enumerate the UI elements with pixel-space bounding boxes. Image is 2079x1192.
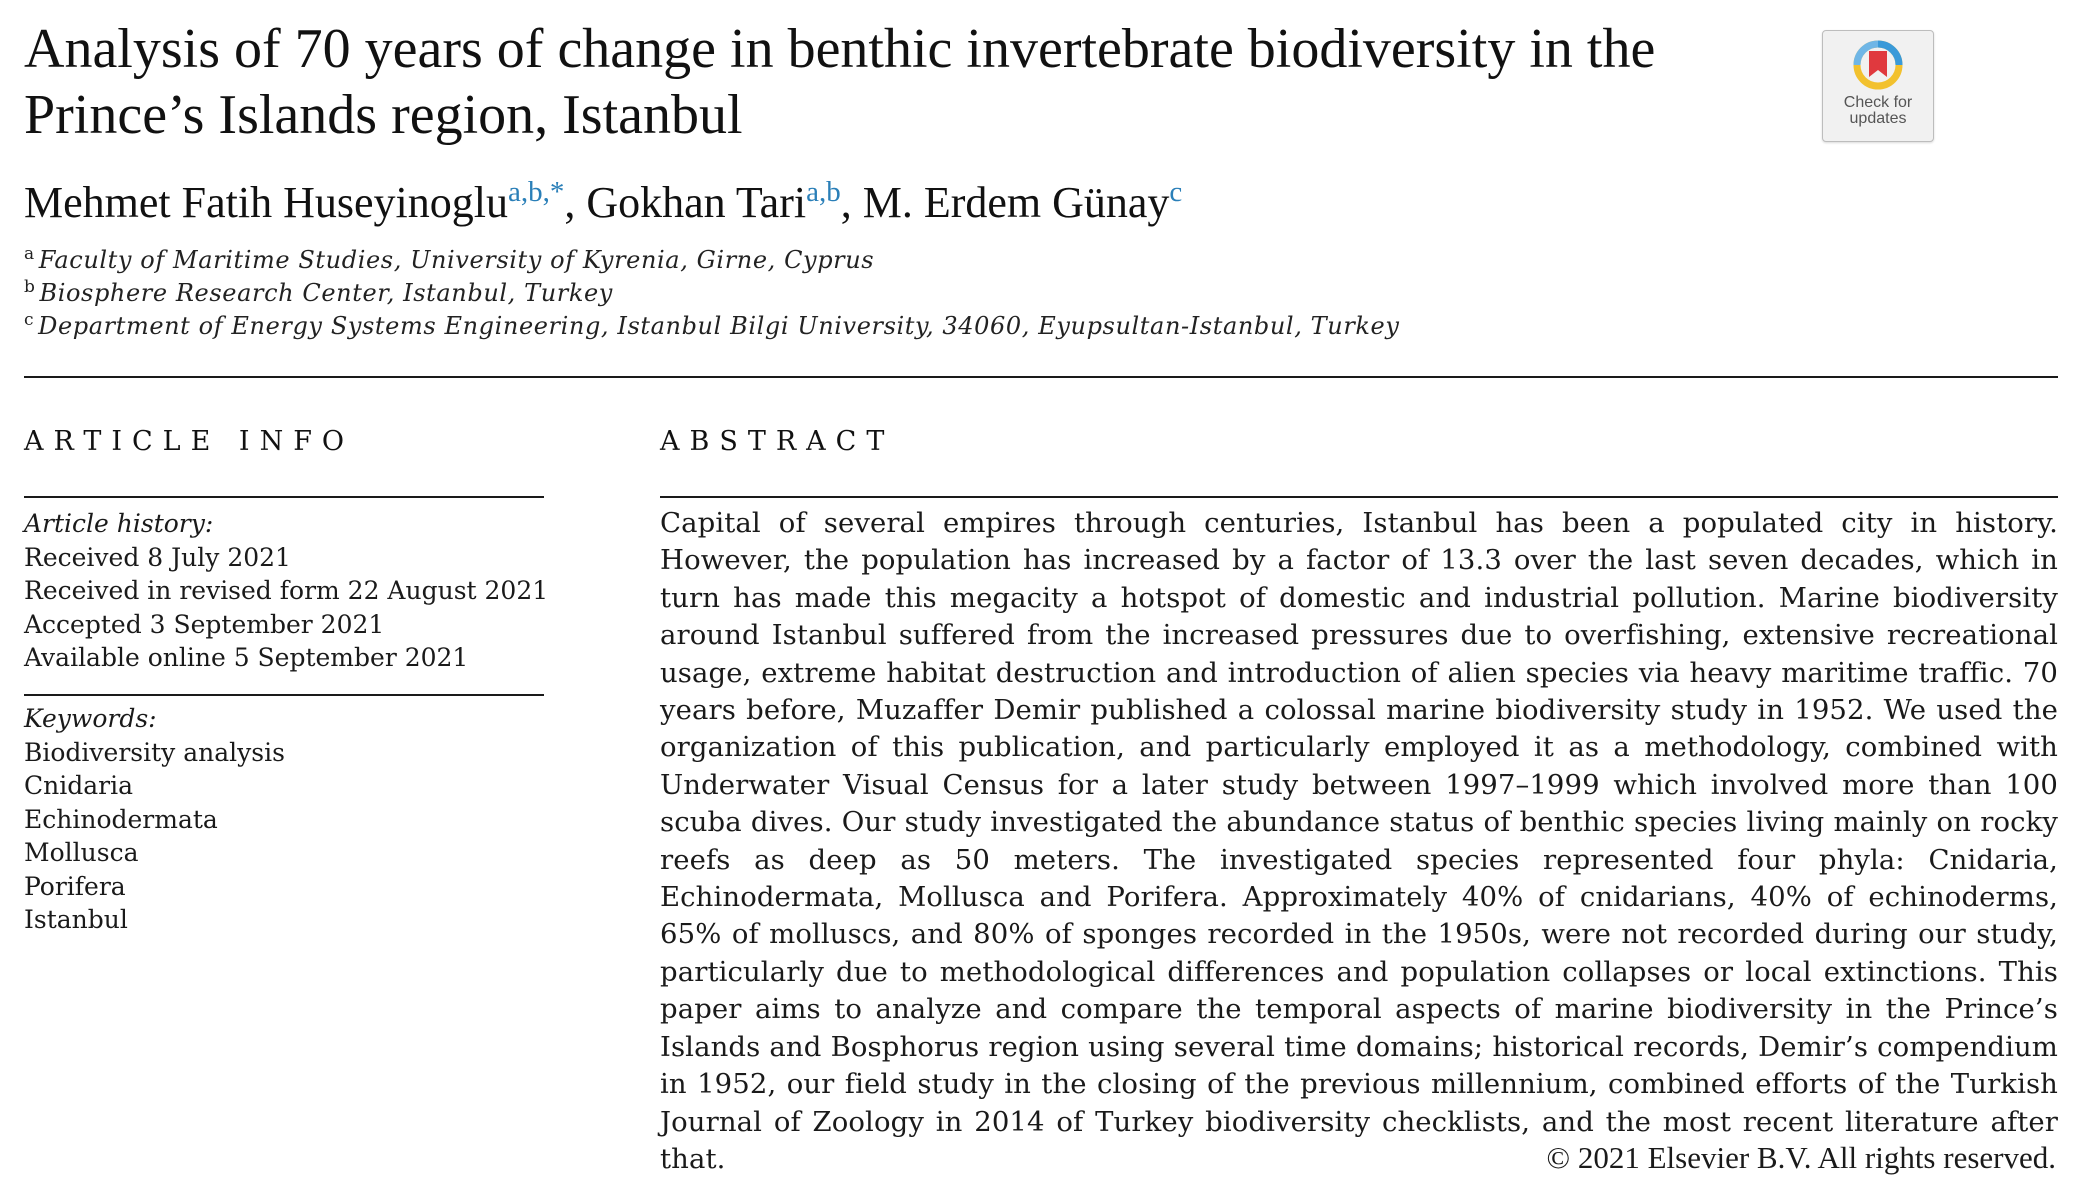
keyword-item[interactable]: Istanbul [24,905,128,934]
abstract-text: Capital of several empires through centuries, Istanbul has been a populated city in history. However, the population has increased by a factor of 13.3 over the last seven decades, which in turn has made this megacity a hotspot of domestic and industrial pollution. Marine biodiversity around Istanbul suffered from the increased pressures due to overfishing, extensive recreational usage, extreme habitat destruction and introduction of alien species via heavy maritime traffic. 70 years before, Muzaffer Demir published a colossal marine biodiversity study in 1952. We used the organization of this publication, and particularly employed it as a methodology, combined with Underwater Visual Census for a later study between 1997–1999 which involved more than 100 scuba dives. Our study investigated the abundance status of benthic species living mainly on rocky reefs as deep as 50 meters. The investigated species represented four phyla: Cnidaria, Echinodermata, Mollusca and Porifera. Approximately 40% of cnidarians, 40% of echinoderms, 65% of molluscs, and 80% of sponges recorded in the 1950s, were not recorded during our study, particularly due to methodological differences and population collapses or local extinctions. This paper aims to analyze and compare the temporal aspects of marine biodiversity in the Prince’s Islands and Bosphorus region using several time domains; historical records, Demir’s compendium in 1952, our field study in the closing of the previous millennium, combined efforts of the Turkish Journal of Zoology in 2014 of Turkey biodiversity checklists, and the most recent literature after that. [660,507,2058,1175]
article-history [24,507,548,675]
affiliation-item: $^b$ Biosphere Research Center, Istanbul, Turkey [24,277,613,307]
history-item: Received 8 July 2021 [24,542,291,572]
history-item: Available online 5 September 2021 [24,643,469,672]
check-for-updates-badge[interactable] [1822,30,1934,142]
author-affiliation-link[interactable]: c [1169,176,1183,208]
article-title: Analysis of 70 years of change in benthic invertebrate biodiversity in the Prince’s Islands region, Istanbul [24,18,1656,146]
article-info-heading: ARTICLE INFO [24,426,355,457]
author-list: Mehmet Fatih Huseyinoglu$^{a,b,*}$, Gokhan Tari$^{a,b}$, M. Erdem Günay$^c$ [24,176,1183,227]
abstract-heading: ABSTRACT [660,426,895,457]
header-divider [24,376,2058,378]
author-affiliation-link[interactable]: a,b,* [507,176,565,208]
article-info-divider [24,496,544,498]
affiliation-item: $^a$ Faculty of Maritime Studies, University of Kyrenia, Girne, Cyprus [24,244,875,274]
author-name[interactable]: M. Erdem Günay [862,178,1170,227]
keyword-item[interactable]: Echinodermata [24,804,218,834]
check-for-updates-label: Check for updates [1843,94,1913,127]
abstract-divider [660,496,2058,498]
author-name[interactable]: Gokhan Tari [586,178,807,227]
keyword-item[interactable]: Porifera [24,871,126,901]
affiliations [24,244,1400,343]
keyword-item[interactable]: Biodiversity analysis [24,737,285,767]
history-item: Received in revised form 22 August 2021 [24,576,549,605]
affiliation-item: $^c$ Department of Energy Systems Engineering, Istanbul Bilgi University, 34060, Eyupsultan-Istanbul, Turkey [24,310,1400,340]
history-item: Accepted 3 September 2021 [24,609,385,639]
keyword-item[interactable]: Cnidaria [24,771,133,800]
article-history-label: Article history: [24,509,214,538]
keywords [24,702,285,937]
author-affiliation-link[interactable]: a,b [806,176,841,208]
author-name[interactable]: Mehmet Fatih Huseyinoglu [24,178,508,227]
keywords-label: Keywords: [24,704,157,733]
keywords-divider [24,694,544,696]
bookmark-ring-icon [1852,39,1904,91]
keyword-item[interactable]: Mollusca [24,838,139,867]
copyright-notice: © 2021 Elsevier B.V. All rights reserved. [1546,1140,2056,1175]
